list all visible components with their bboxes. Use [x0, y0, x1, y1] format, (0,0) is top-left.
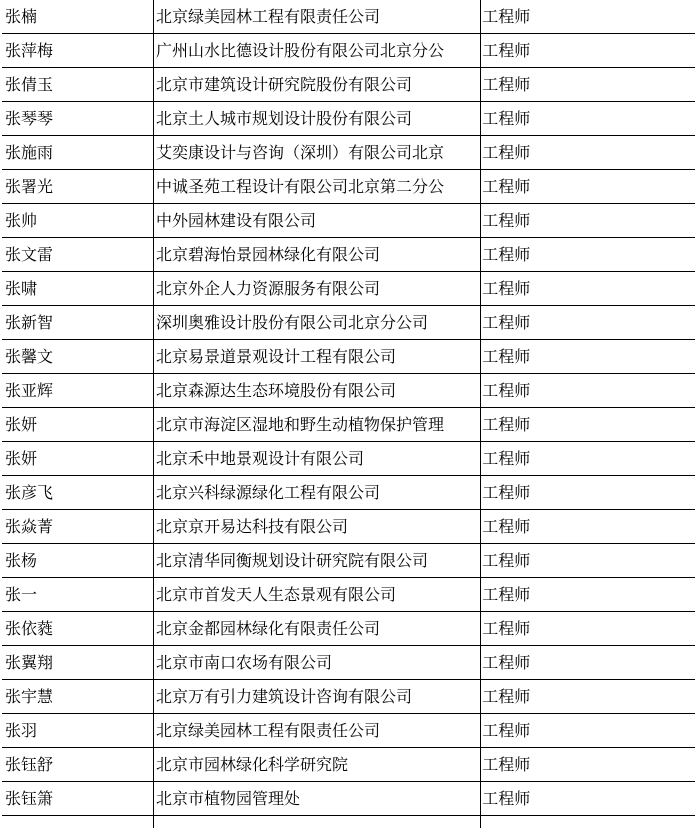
table-row — [2, 272, 695, 306]
job-title-cell: 工程师 — [481, 544, 695, 578]
table-row — [2, 578, 695, 612]
table-row — [2, 238, 695, 272]
table-row — [2, 204, 695, 238]
organization-cell: 中诚圣苑工程设计有限公司北京第二分公 — [153, 170, 480, 204]
job-title-cell: 工程师 — [481, 714, 695, 748]
person-name-cell: 张妍 — [2, 408, 153, 442]
person-name-cell: 张楠 — [2, 0, 153, 34]
job-title-cell: 工程师 — [481, 442, 695, 476]
job-title-cell: 工程师 — [481, 204, 695, 238]
table-row — [2, 68, 695, 102]
job-title-cell: 工程师 — [481, 0, 695, 34]
organization-cell: 北京森源达生态环境股份有限公司 — [153, 374, 480, 408]
table-row — [2, 170, 695, 204]
job-title-cell: 工程师 — [481, 374, 695, 408]
personnel-table-body — [2, 0, 695, 828]
person-name-cell: 张彦飞 — [2, 476, 153, 510]
person-name-cell: 张一 — [2, 578, 153, 612]
organization-cell: 艾奕康设计与咨询（深圳）有限公司北京 — [153, 136, 480, 170]
job-title-cell: 工程师 — [481, 136, 695, 170]
organization-cell: 北京市建筑设计研究院股份有限公司 — [153, 68, 480, 102]
person-name-cell: 张宇慧 — [2, 680, 153, 714]
table-row — [2, 748, 695, 782]
organization-cell: 北京外企人力资源服务有限公司 — [153, 272, 480, 306]
job-title-cell: 工程师 — [481, 238, 695, 272]
organization-cell: 北京万有引力建筑设计咨询有限公司 — [153, 680, 480, 714]
job-title-cell: 工程师 — [481, 170, 695, 204]
organization-cell: 北京市海淀区湿地和野生动植物保护管理 — [153, 408, 480, 442]
job-title-cell: 工程师 — [481, 272, 695, 306]
table-row — [2, 34, 695, 68]
person-name-cell: 张帅 — [2, 204, 153, 238]
person-name-cell: 张羽 — [2, 714, 153, 748]
organization-cell: 北京清华同衡规划设计研究院有限公司 — [153, 544, 480, 578]
person-name-cell: 张妍 — [2, 442, 153, 476]
personnel-table — [2, 0, 695, 828]
job-title-cell: 工程师 — [481, 748, 695, 782]
organization-cell: 北京市南口农场有限公司 — [153, 646, 480, 680]
job-title-cell: 工程师 — [481, 612, 695, 646]
person-name-cell: 张萍梅 — [2, 34, 153, 68]
organization-cell: 北京市植物园管理处 — [153, 782, 480, 816]
table-row — [2, 340, 695, 374]
table-row — [2, 714, 695, 748]
table-row — [2, 612, 695, 646]
job-title-cell: 工程师 — [481, 476, 695, 510]
person-name-cell: 张馨文 — [2, 340, 153, 374]
table-row — [2, 510, 695, 544]
table-row — [2, 374, 695, 408]
person-name-cell: 张施雨 — [2, 136, 153, 170]
job-title-cell: 工程师 — [481, 306, 695, 340]
job-title-cell: 工程师 — [481, 408, 695, 442]
empty-cell — [2, 816, 153, 828]
person-name-cell: 张文雷 — [2, 238, 153, 272]
person-name-cell: 张琴琴 — [2, 102, 153, 136]
table-row — [2, 0, 695, 34]
organization-cell: 广州山水比德设计股份有限公司北京分公 — [153, 34, 480, 68]
organization-cell: 北京绿美园林工程有限责任公司 — [153, 714, 480, 748]
person-name-cell: 张亚辉 — [2, 374, 153, 408]
person-name-cell: 张新智 — [2, 306, 153, 340]
person-name-cell: 张钰箫 — [2, 782, 153, 816]
organization-cell: 中外园林建设有限公司 — [153, 204, 480, 238]
job-title-cell: 工程师 — [481, 340, 695, 374]
person-name-cell: 张钰舒 — [2, 748, 153, 782]
organization-cell: 北京绿美园林工程有限责任公司 — [153, 0, 480, 34]
organization-cell: 北京金都园林绿化有限责任公司 — [153, 612, 480, 646]
table-row — [2, 306, 695, 340]
job-title-cell: 工程师 — [481, 68, 695, 102]
job-title-cell: 工程师 — [481, 578, 695, 612]
organization-cell: 深圳奥雅设计股份有限公司北京分公司 — [153, 306, 480, 340]
organization-cell: 北京市园林绿化科学研究院 — [153, 748, 480, 782]
table-row — [2, 442, 695, 476]
job-title-cell: 工程师 — [481, 102, 695, 136]
person-name-cell: 张依蕤 — [2, 612, 153, 646]
table-row — [2, 646, 695, 680]
table-row — [2, 680, 695, 714]
job-title-cell: 工程师 — [481, 510, 695, 544]
organization-cell: 北京禾中地景观设计有限公司 — [153, 442, 480, 476]
organization-cell: 北京市首发天人生态景观有限公司 — [153, 578, 480, 612]
job-title-cell: 工程师 — [481, 782, 695, 816]
organization-cell: 北京土人城市规划设计股份有限公司 — [153, 102, 480, 136]
organization-cell: 北京兴科绿源绿化工程有限公司 — [153, 476, 480, 510]
table-row — [2, 136, 695, 170]
organization-cell: 北京易景道景观设计工程有限公司 — [153, 340, 480, 374]
person-name-cell: 张翼翔 — [2, 646, 153, 680]
table-row — [2, 102, 695, 136]
person-name-cell: 张焱菁 — [2, 510, 153, 544]
person-name-cell: 张杨 — [2, 544, 153, 578]
empty-cell — [481, 816, 695, 828]
person-name-cell: 张啸 — [2, 272, 153, 306]
table-row — [2, 476, 695, 510]
table-row — [2, 782, 695, 816]
job-title-cell: 工程师 — [481, 680, 695, 714]
job-title-cell: 工程师 — [481, 646, 695, 680]
organization-cell: 北京碧海怡景园林绿化有限公司 — [153, 238, 480, 272]
table-row — [2, 544, 695, 578]
job-title-cell: 工程师 — [481, 34, 695, 68]
person-name-cell: 张倩玉 — [2, 68, 153, 102]
person-name-cell: 张署光 — [2, 170, 153, 204]
table-row-partial — [2, 816, 695, 828]
organization-cell: 北京京开易达科技有限公司 — [153, 510, 480, 544]
empty-cell — [153, 816, 480, 828]
table-row — [2, 408, 695, 442]
